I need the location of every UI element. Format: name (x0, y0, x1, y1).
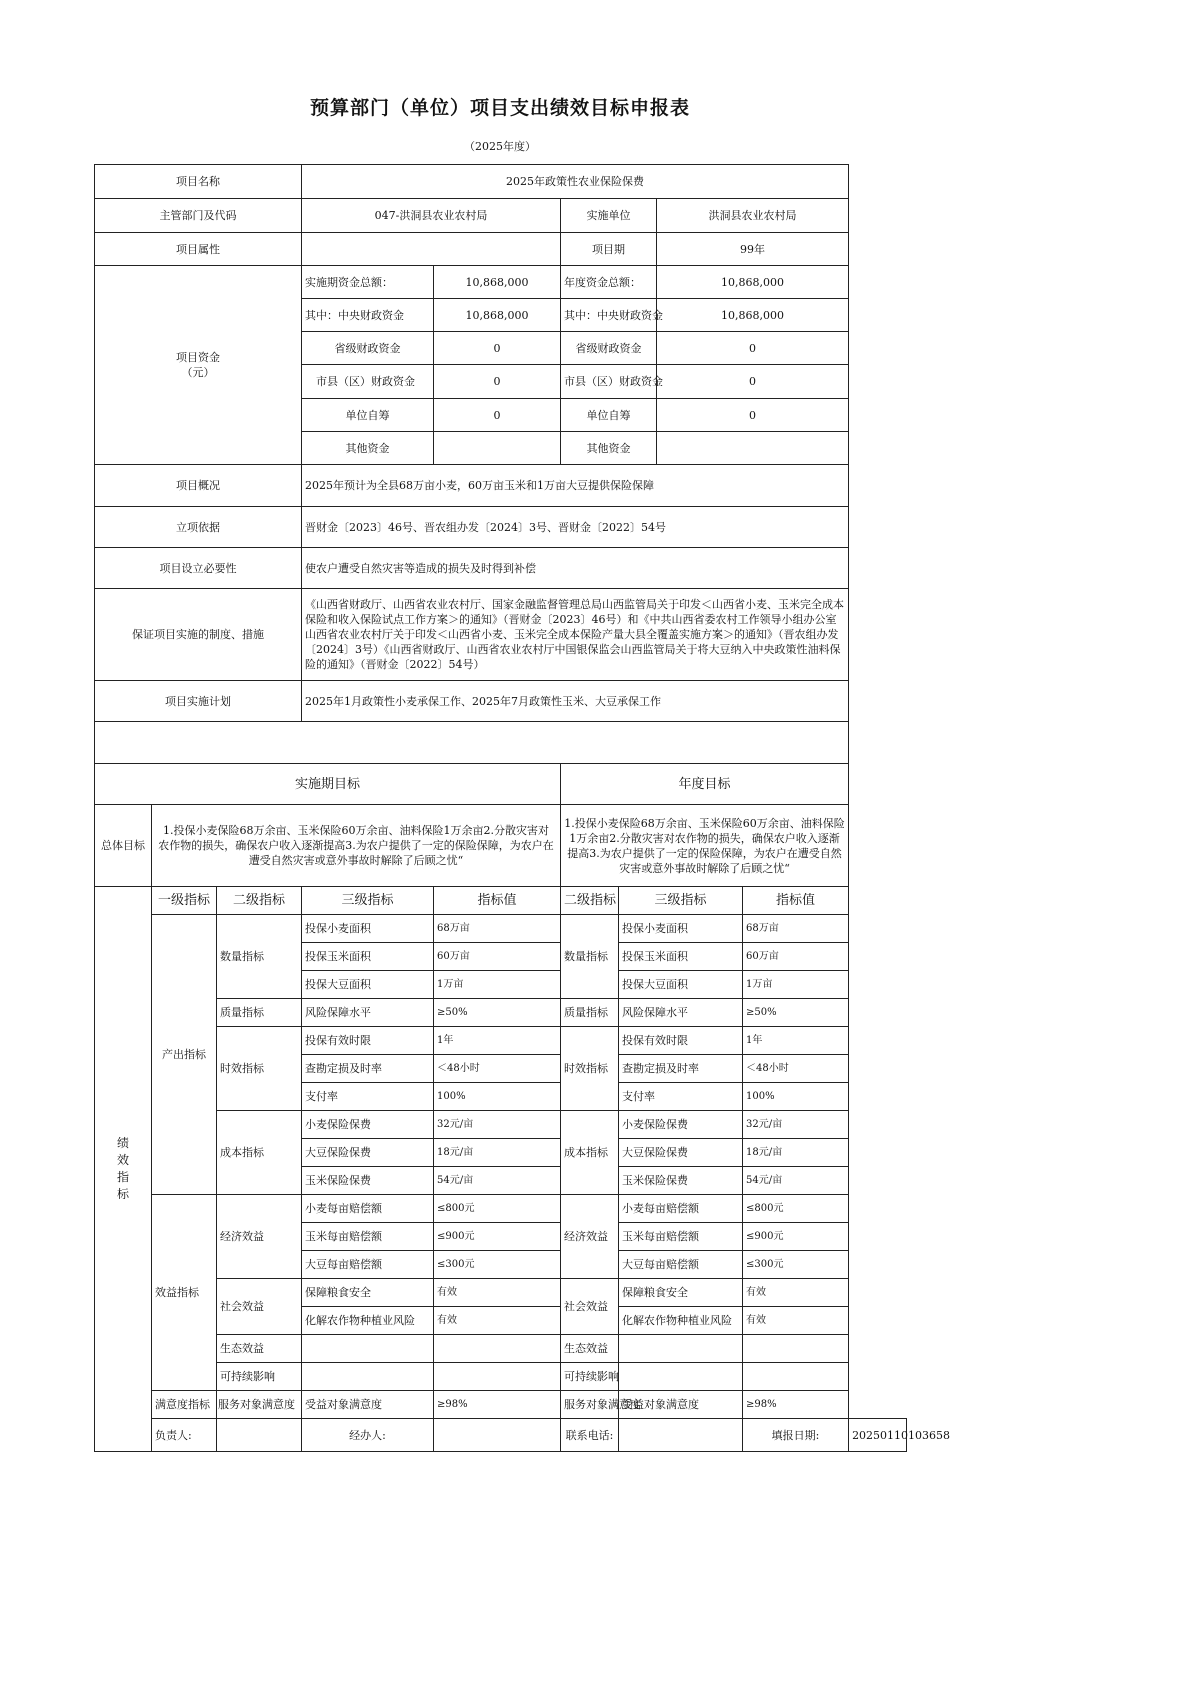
report-year: （2025年度） (464, 140, 536, 153)
funds-row-total (95, 266, 907, 299)
label-fill-date: 填报日期: (743, 1419, 849, 1452)
lvl3-cell-annual: 小麦每亩赔偿额 (619, 1195, 743, 1223)
label-year-other: 其他资金 (561, 432, 657, 465)
lvl3-cell: 查勘定损及时率 (302, 1055, 434, 1083)
label-impl-provincial: 省级财政资金 (302, 332, 434, 365)
necessity-row (95, 548, 907, 589)
funds-label-line2: （元） (181, 366, 215, 379)
indicator-row (95, 1195, 907, 1223)
label-impl-self: 单位自筹 (302, 399, 434, 432)
lvl3-cell: 玉米保险保费 (302, 1167, 434, 1195)
lvl3-cell-annual (619, 1363, 743, 1391)
lvl3-cell (302, 1335, 434, 1363)
impl-provincial-value: 0 (434, 332, 561, 365)
lvl3-cell: 投保大豆面积 (302, 971, 434, 999)
indicator-row (95, 1391, 907, 1419)
lvl3-cell-annual: 大豆每亩赔偿额 (619, 1251, 743, 1279)
label-guarantee: 保证项目实施的制度、措施 (95, 589, 302, 681)
value-cell-annual: 32元/亩 (743, 1111, 849, 1139)
value-cell: 32元/亩 (434, 1111, 561, 1139)
label-impl-central: 其中：中央财政资金 (302, 299, 434, 332)
lvl3-cell: 玉米每亩赔偿额 (302, 1223, 434, 1251)
lvl3-cell-annual: 玉米每亩赔偿额 (619, 1223, 743, 1251)
impl-goal-text: 1.投保小麦保险68万余亩、玉米保险60万余亩、油料保险1万余亩2.分散灾害对农作物的损失，确保农户收入逐渐提高3.为农户提供了一定的保险保障，为农户在遭受自然灾害或意外事故时解除了后顾之忧“ (152, 805, 561, 887)
value-cell-annual: 有效 (743, 1279, 849, 1307)
lvl3-cell: 投保小麦面积 (302, 915, 434, 943)
handler-value (434, 1419, 561, 1452)
label-basis: 立项依据 (95, 507, 302, 548)
lvl3-cell: 支付率 (302, 1083, 434, 1111)
impl-self-value: 0 (434, 399, 561, 432)
lvl3-cell: 投保玉米面积 (302, 943, 434, 971)
lvl2-ecological: 生态效益 (217, 1335, 302, 1363)
label-overall-goal: 总体目标 (95, 805, 152, 887)
lvl2-quality: 质量指标 (217, 999, 302, 1027)
label-year-total: 年度资金总额： (561, 266, 657, 299)
year-other-value (657, 432, 849, 465)
label-year-central: 其中：中央财政资金 (561, 299, 657, 332)
lvl2-sustainable: 可持续影响 (217, 1363, 302, 1391)
value-cell-annual: 60万亩 (743, 943, 849, 971)
lvl3-cell-annual: 化解农作物种植业风险 (619, 1307, 743, 1335)
value-cell: ≤300元 (434, 1251, 561, 1279)
value-cell-annual: ≤800元 (743, 1195, 849, 1223)
lvl3-cell: 风险保障水平 (302, 999, 434, 1027)
label-impl-unit: 实施单位 (561, 199, 657, 233)
value-cell: ＜48小时 (434, 1055, 561, 1083)
value-cell-annual: ≥50% (743, 999, 849, 1027)
header-lvl1: 一级指标 (152, 887, 217, 915)
lvl3-cell: 小麦保险保费 (302, 1111, 434, 1139)
lvl3-cell: 保障粮食安全 (302, 1279, 434, 1307)
lvl2-quality-annual: 质量指标 (561, 999, 619, 1027)
header-lvl2-annual: 二级指标 (561, 887, 619, 915)
plan-row (95, 681, 907, 722)
plan-value: 2025年1月政策性小麦承保工作、2025年7月政策性玉米、大豆承保工作 (302, 681, 849, 722)
guarantee-value: 《山西省财政厅、山西省农业农村厅、国家金融监督管理总局山西监管局关于印发＜山西省小麦、玉米完全成本保险和收入保险试点工作方案＞的通知》（晋财金〔2023〕46号）和《中共山西省委农村工作领导小组办公室山西省农业农村厅关于印发＜山西省小麦、玉米完全成本保险产量大县全覆盖实施方案＞的通知》（晋农组办发〔2024〕3号）《山西省财政厅、山西省农业农村厅中国银保监会山西监管局关于将大豆纳入中央政策性油料保险的通知》（晋财金〔2022〕54号） (302, 589, 849, 681)
lvl3-cell-annual: 投保有效时限 (619, 1027, 743, 1055)
lvl3-cell: 大豆每亩赔偿额 (302, 1251, 434, 1279)
indicator-header-row (95, 887, 907, 915)
lvl2-cost-annual: 成本指标 (561, 1111, 619, 1195)
label-dept-code: 主管部门及代码 (95, 199, 302, 233)
label-annual-goal: 年度目标 (561, 764, 849, 805)
lvl3-cell: 大豆保险保费 (302, 1139, 434, 1167)
attr-row (95, 233, 907, 266)
lvl2-social-annual: 社会效益 (561, 1279, 619, 1335)
lvl3-cell-annual: 查勘定损及时率 (619, 1055, 743, 1083)
funds-label-line1: 项目资金 (176, 351, 220, 364)
lvl3-cell (302, 1363, 434, 1391)
label-project-name: 项目名称 (95, 165, 302, 199)
lvl3-cell-annual: 大豆保险保费 (619, 1139, 743, 1167)
value-cell-annual (743, 1363, 849, 1391)
indicator-row (95, 915, 907, 943)
year-city-value: 0 (657, 365, 849, 399)
label-impl-city: 市县（区）财政资金 (302, 365, 434, 399)
lvl2-economic: 经济效益 (217, 1195, 302, 1279)
necessity-value: 使农户遭受自然灾害等造成的损失及时得到补偿 (302, 548, 849, 589)
lvl3-cell-annual: 玉米保险保费 (619, 1167, 743, 1195)
label-leader: 负责人: (152, 1419, 217, 1452)
lvl3-cell-annual: 小麦保险保费 (619, 1111, 743, 1139)
indicator-row (95, 999, 907, 1027)
year-total-value: 10,868,000 (657, 266, 849, 299)
lvl1-output: 产出指标 (152, 915, 217, 1195)
value-cell: ≥98% (434, 1391, 561, 1419)
value-cell-annual: ≤300元 (743, 1251, 849, 1279)
goal-header-row (95, 764, 907, 805)
value-cell: 18元/亩 (434, 1139, 561, 1167)
label-phone: 联系电话: (561, 1419, 619, 1452)
dept-row (95, 199, 907, 233)
impl-unit-value: 洪洞县农业农村局 (657, 199, 849, 233)
label-project-funds (95, 266, 302, 465)
project-period-value: 99年 (657, 233, 849, 266)
value-cell-annual: ≤900元 (743, 1223, 849, 1251)
value-cell-annual: ＜48小时 (743, 1055, 849, 1083)
impl-central-value: 10,868,000 (434, 299, 561, 332)
indicator-row (95, 1111, 907, 1139)
project-name-row (95, 165, 907, 199)
lvl1-benefit: 效益指标 (152, 1195, 217, 1391)
leader-value (217, 1419, 302, 1452)
lvl3-cell: 化解农作物种植业风险 (302, 1307, 434, 1335)
fill-date-value: 20250110103658 (849, 1419, 907, 1452)
lvl2-quantity: 数量指标 (217, 915, 302, 999)
year-self-value: 0 (657, 399, 849, 432)
lvl3-cell-annual (619, 1335, 743, 1363)
value-cell: 100% (434, 1083, 561, 1111)
value-cell: 有效 (434, 1307, 561, 1335)
label-perf (95, 887, 152, 1452)
lvl2-social: 社会效益 (217, 1279, 302, 1335)
lvl3-cell: 投保有效时限 (302, 1027, 434, 1055)
label-impl-other: 其他资金 (302, 432, 434, 465)
lvl3-cell-annual: 支付率 (619, 1083, 743, 1111)
value-cell: 有效 (434, 1279, 561, 1307)
signature-row (95, 1419, 907, 1452)
value-cell: ≤900元 (434, 1223, 561, 1251)
value-cell: ≤800元 (434, 1195, 561, 1223)
value-cell-annual: ≥98% (743, 1391, 849, 1419)
label-impl-total: 实施期资金总额： (302, 266, 434, 299)
label-year-provincial: 省级财政资金 (561, 332, 657, 365)
value-cell-annual: 1年 (743, 1027, 849, 1055)
value-cell-annual: 有效 (743, 1307, 849, 1335)
lvl2-service-sat: 服务对象满意度 (217, 1391, 302, 1419)
lvl2-cost: 成本指标 (217, 1111, 302, 1195)
basis-row (95, 507, 907, 548)
project-attr-value (302, 233, 561, 266)
value-cell: ≥50% (434, 999, 561, 1027)
lvl3-cell-annual: 投保小麦面积 (619, 915, 743, 943)
page-title: 预算部门（单位）项目支出绩效目标申报表 (309, 97, 690, 119)
dept-code-value: 047-洪洞县农业农村局 (302, 199, 561, 233)
label-project-attr: 项目属性 (95, 233, 302, 266)
value-cell (434, 1335, 561, 1363)
overall-goal-row (95, 805, 907, 887)
phone-value (619, 1419, 743, 1452)
header-value: 指标值 (434, 887, 561, 915)
lvl3-cell-annual: 投保大豆面积 (619, 971, 743, 999)
value-cell: 1年 (434, 1027, 561, 1055)
impl-city-value: 0 (434, 365, 561, 399)
indicator-row (95, 1279, 907, 1307)
lvl2-service-sat-annual: 服务对象满意度 (561, 1391, 619, 1419)
annual-goal-text: 1.投保小麦保险68万余亩、玉米保险60万余亩、油料保险1万余亩2.分散灾害对农作物的损失，确保农户收入逐渐提高3.为农户提供了一定的保险保障，为农户在遭受自然灾害或意外事故时解除了后顾之忧“ (561, 805, 849, 887)
indicator-row (95, 1335, 907, 1363)
lvl2-ecological-annual: 生态效益 (561, 1335, 619, 1363)
lvl1-satisfaction: 满意度指标 (152, 1391, 217, 1419)
label-necessity: 项目设立必要性 (95, 548, 302, 589)
lvl3-cell-annual: 受益对象满意度 (619, 1391, 743, 1419)
value-cell-annual: 1万亩 (743, 971, 849, 999)
lvl2-sustainable-annual: 可持续影响 (561, 1363, 619, 1391)
label-project-period: 项目期 (561, 233, 657, 266)
value-cell-annual: 54元/亩 (743, 1167, 849, 1195)
label-impl-goal: 实施期目标 (95, 764, 561, 805)
year-central-value: 10,868,000 (657, 299, 849, 332)
lvl2-timeliness: 时效指标 (217, 1027, 302, 1111)
guarantee-row (95, 589, 907, 681)
label-year-city: 市县（区）财政资金 (561, 365, 657, 399)
value-cell-annual: 68万亩 (743, 915, 849, 943)
value-cell: 68万亩 (434, 915, 561, 943)
blank-row (95, 722, 907, 764)
lvl2-timeliness-annual: 时效指标 (561, 1027, 619, 1111)
overview-row (95, 465, 907, 507)
perf-label-vertical: 绩效指标 (116, 1136, 129, 1201)
indicator-row (95, 1027, 907, 1055)
label-plan: 项目实施计划 (95, 681, 302, 722)
impl-total-value: 10,868,000 (434, 266, 561, 299)
header-lvl2: 二级指标 (217, 887, 302, 915)
value-cell-annual: 18元/亩 (743, 1139, 849, 1167)
value-cell: 1万亩 (434, 971, 561, 999)
header-value-annual: 指标值 (743, 887, 849, 915)
project-name-value: 2025年政策性农业保险保费 (302, 165, 849, 199)
lvl2-economic-annual: 经济效益 (561, 1195, 619, 1279)
value-cell: 60万亩 (434, 943, 561, 971)
value-cell-annual: 100% (743, 1083, 849, 1111)
lvl3-cell-annual: 投保玉米面积 (619, 943, 743, 971)
header-lvl3-annual: 三级指标 (619, 887, 743, 915)
lvl2-quantity-annual: 数量指标 (561, 915, 619, 999)
indicator-row (95, 1363, 907, 1391)
value-cell-annual (743, 1335, 849, 1363)
value-cell: 54元/亩 (434, 1167, 561, 1195)
lvl3-cell-annual: 风险保障水平 (619, 999, 743, 1027)
header-lvl3: 三级指标 (302, 887, 434, 915)
performance-target-table (94, 164, 951, 1452)
lvl3-cell: 小麦每亩赔偿额 (302, 1195, 434, 1223)
label-handler: 经办人: (302, 1419, 434, 1452)
label-year-self: 单位自筹 (561, 399, 657, 432)
basis-value: 晋财金〔2023〕46号、晋农组办发〔2024〕3号、晋财金〔2022〕54号 (302, 507, 849, 548)
year-provincial-value: 0 (657, 332, 849, 365)
value-cell (434, 1363, 561, 1391)
lvl3-cell: 受益对象满意度 (302, 1391, 434, 1419)
lvl3-cell-annual: 保障粮食安全 (619, 1279, 743, 1307)
overview-value: 2025年预计为全县68万亩小麦，60万亩玉米和1万亩大豆提供保险保障 (302, 465, 849, 507)
label-overview: 项目概况 (95, 465, 302, 507)
impl-other-value (434, 432, 561, 465)
